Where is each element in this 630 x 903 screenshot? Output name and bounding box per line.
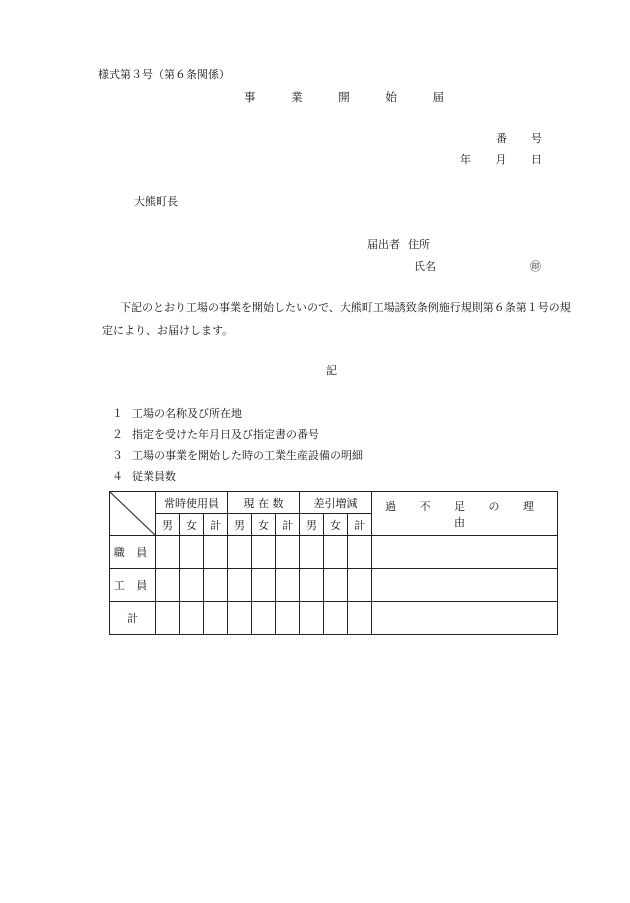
subheader-cell: 女 [180,514,204,536]
table-cell [252,536,276,569]
subheader-cell: 男 [300,514,324,536]
employee-table [109,491,558,635]
table-cell [276,569,300,602]
table-cell [156,536,180,569]
body-paragraph: 下記のとおり工場の事業を開始したいので、大熊町工場誘致条例施行規則第６条第１号の規定により、お届けします。 [102,301,571,337]
item-number: ４ [112,470,123,483]
table-cell [348,569,372,602]
applicant-address-line [367,236,430,252]
table-row [110,536,558,569]
row-label: 職 員 [110,536,156,569]
subheader-cell: 計 [276,514,300,536]
row-label: 計 [110,602,156,635]
table-cell [228,536,252,569]
table-cell [276,536,300,569]
document-title [244,89,444,105]
subheader-cell: 女 [252,514,276,536]
table-cell [252,602,276,635]
address-label: 住所 [408,238,430,251]
table-cell [228,569,252,602]
item-number: ２ [112,428,123,441]
list-item [112,445,363,466]
date-label [460,151,542,167]
subheader-cell: 計 [348,514,372,536]
table-cell [180,536,204,569]
table-cell [276,602,300,635]
item-text: 指定を受けた年月日及び指定書の番号 [132,428,319,441]
item-number: ３ [112,449,123,462]
reason-header: 過 不 足 の 理 由 [372,492,558,536]
title-char: 業 [291,90,303,104]
group-header-current: 現 在 数 [228,492,300,514]
group-header-regular: 常時使用員 [156,492,228,514]
table-cell [324,536,348,569]
table-cell [348,536,372,569]
table-cell [348,602,372,635]
table-cell [204,602,228,635]
table-cell [156,569,180,602]
diagonal-line [110,492,156,536]
item-text: 工場の名称及び所在地 [132,407,242,420]
year-label: 年 [460,153,471,166]
title-char: 届 [432,90,444,104]
table-cell [300,602,324,635]
item-number: １ [112,407,123,420]
list-item [112,424,363,445]
table-cell [156,602,180,635]
day-label: 日 [531,153,542,166]
diagonal-corner-cell [110,492,156,536]
item-list [112,403,363,487]
table-cell [324,569,348,602]
table-cell [180,602,204,635]
list-item [112,466,363,487]
group-header-difference: 差引増減 [300,492,372,514]
number-char: 号 [531,132,542,145]
table-row [110,602,558,635]
applicant-label: 届出者 [367,238,400,251]
addressee: 大熊町長 [134,195,178,208]
number-char: 番 [496,132,507,145]
reason-cell [372,536,558,569]
reason-cell [372,602,558,635]
table-cell [300,536,324,569]
subheader-cell: 計 [204,514,228,536]
name-label: 氏名 [414,260,436,273]
form-number: 様式第３号（第６条関係） [98,68,230,81]
subheader-cell: 男 [156,514,180,536]
item-text: 工場の事業を開始した時の工業生産設備の明細 [132,449,363,462]
subheader-cell: 女 [324,514,348,536]
item-text: 従業員数 [132,470,176,483]
table-cell [324,602,348,635]
table-cell [204,569,228,602]
table-cell [252,569,276,602]
title-char: 事 [244,90,256,104]
month-label: 月 [495,153,507,166]
ki-heading: 記 [326,364,337,377]
subheader-cell: 男 [228,514,252,536]
table-cell [300,569,324,602]
list-item [112,403,363,424]
table-header-row [110,492,558,514]
table-cell [180,569,204,602]
title-char: 開 [338,90,350,104]
seal-mark: ㊞ [530,260,541,273]
title-char: 始 [385,90,397,104]
table-cell [204,536,228,569]
reason-cell [372,569,558,602]
document-number-label [496,130,542,146]
table-cell [228,602,252,635]
table-row [110,569,558,602]
row-label: 工 員 [110,569,156,602]
